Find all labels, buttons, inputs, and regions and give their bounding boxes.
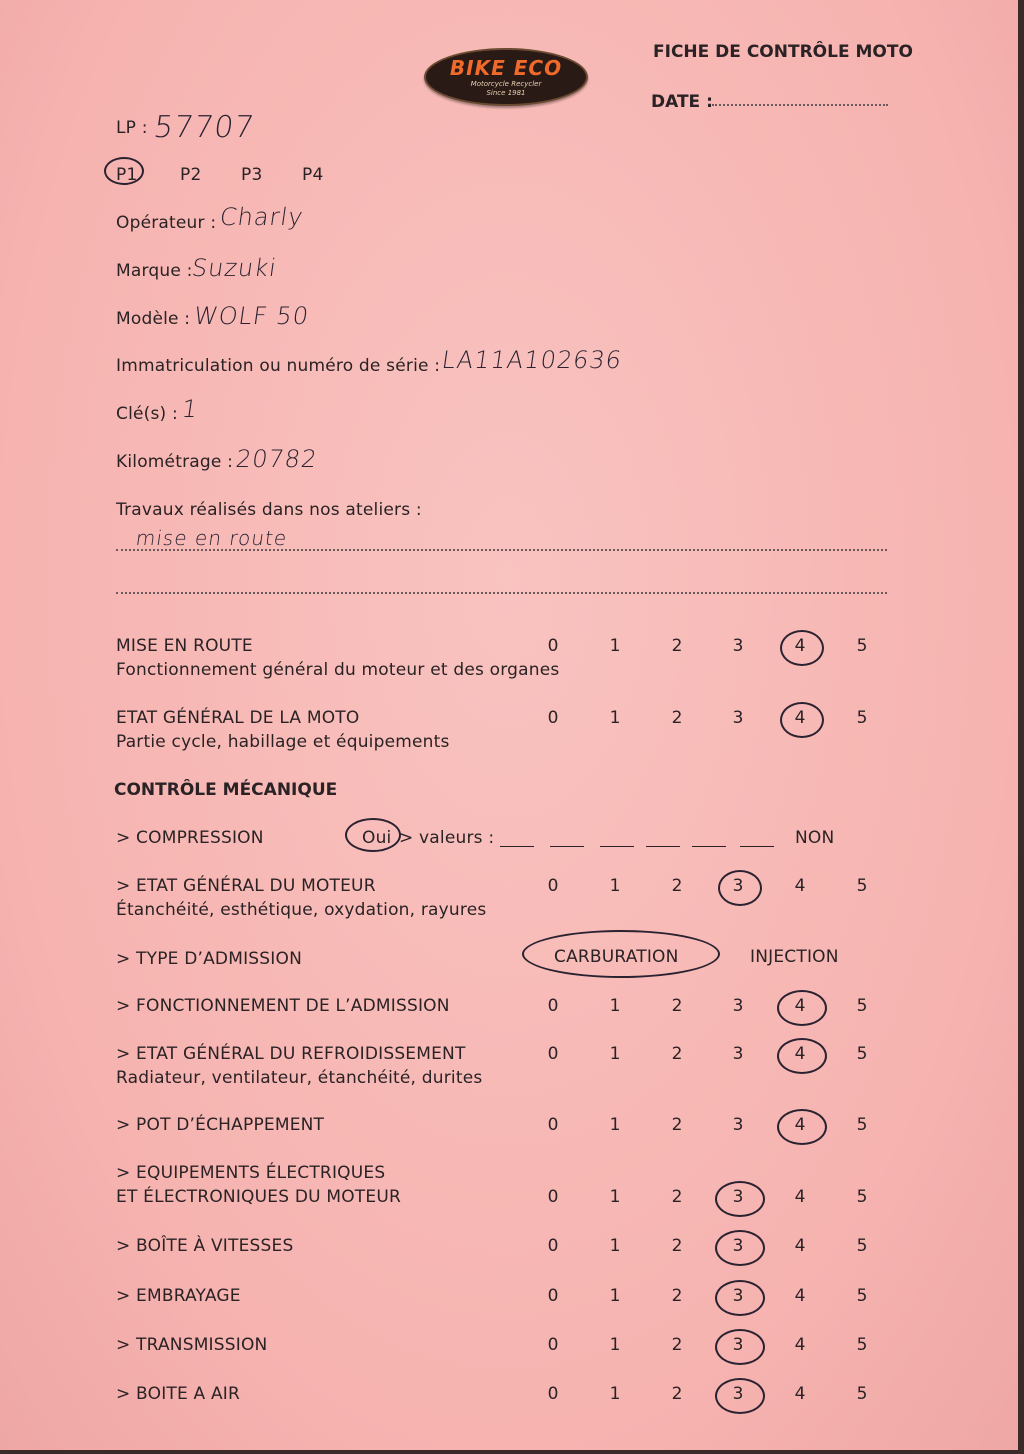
valeur-blank-2[interactable] [550,846,584,847]
immat-label: Immatriculation ou numéro de série : [116,356,441,376]
score-option-5[interactable]: 5 [856,996,868,1016]
cles-value[interactable]: 1 [180,395,201,423]
score-option-1[interactable]: 1 [609,996,621,1016]
bike-eco-logo [424,48,588,106]
score-option-0[interactable]: 0 [547,1335,559,1355]
selected-score-circle [715,1230,765,1266]
score-option-2[interactable]: 2 [671,1335,683,1355]
row-subtitle: Partie cycle, habillage et équipements [116,732,450,752]
row-title: > BOÎTE À VITESSES [116,1236,294,1256]
score-option-4[interactable]: 4 [794,1236,806,1256]
p1-selection-circle [104,157,144,185]
score-option-1[interactable]: 1 [609,1335,621,1355]
selected-score-circle [715,1280,765,1316]
score-option-4[interactable]: 4 [794,1335,806,1355]
selected-score-circle [777,990,827,1026]
score-option-2[interactable]: 2 [671,876,683,896]
score-option-1[interactable]: 1 [609,1115,621,1135]
date-field[interactable] [712,104,888,106]
selected-score-circle [715,1181,765,1217]
row-subtitle: ET ÉLECTRONIQUES DU MOTEUR [116,1187,401,1207]
score-option-0[interactable]: 0 [547,1286,559,1306]
row-title: > ETAT GÉNÉRAL DU MOTEUR [116,876,376,896]
lp-value[interactable]: 57707 [151,110,257,145]
score-option-3[interactable]: 3 [732,1187,744,1207]
score-option-5[interactable]: 5 [856,1384,868,1404]
score-option-3[interactable]: 3 [732,1115,744,1135]
row-title: > EMBRAYAGE [116,1286,241,1306]
row-title: MISE EN ROUTE [116,636,253,656]
score-option-5[interactable]: 5 [856,1044,868,1064]
score-option-3[interactable]: 3 [732,1044,744,1064]
score-option-4[interactable]: 4 [794,1286,806,1306]
score-option-3[interactable]: 3 [732,636,744,656]
score-option-4[interactable]: 4 [794,996,806,1016]
travaux-label: Travaux réalisés dans nos ateliers : [116,500,422,520]
modele-label: Modèle : [116,309,191,329]
p-option-2[interactable]: P2 [180,165,202,185]
km-value[interactable]: 20782 [234,445,320,473]
score-option-2[interactable]: 2 [671,636,683,656]
score-option-5[interactable]: 5 [856,876,868,896]
valeur-blank-3[interactable] [600,846,634,847]
lp-label: LP : [116,118,148,138]
score-option-4[interactable]: 4 [794,1187,806,1207]
form-title: FICHE DE CONTRÔLE MOTO [653,42,913,62]
selected-score-circle [780,702,824,738]
score-option-0[interactable]: 0 [547,636,559,656]
score-option-5[interactable]: 5 [856,1187,868,1207]
score-option-2[interactable]: 2 [671,1187,683,1207]
score-option-3[interactable]: 3 [732,1384,744,1404]
cles-label: Clé(s) : [116,404,178,424]
admission-option-injection[interactable]: INJECTION [750,947,839,967]
score-option-4[interactable]: 4 [794,708,806,728]
selected-score-circle [777,1038,827,1074]
p-option-1[interactable]: P1 [116,165,138,185]
score-option-2[interactable]: 2 [671,996,683,1016]
score-option-3[interactable]: 3 [732,1335,744,1355]
score-option-1[interactable]: 1 [609,876,621,896]
modele-value[interactable]: WOLF 50 [192,302,311,330]
admission-option-carburation[interactable]: CARBURATION [554,947,679,967]
p-option-3[interactable]: P3 [241,165,263,185]
row-subtitle: Fonctionnement général du moteur et des organes [116,660,560,680]
score-option-5[interactable]: 5 [856,1115,868,1135]
score-option-1[interactable]: 1 [609,708,621,728]
row-title: > FONCTIONNEMENT DE L’ADMISSION [116,996,450,1016]
score-option-5[interactable]: 5 [856,636,868,656]
row-title: ETAT GÉNÉRAL DE LA MOTO [116,708,360,728]
score-option-2[interactable]: 2 [671,1286,683,1306]
score-option-2[interactable]: 2 [671,1115,683,1135]
selected-score-circle [715,1378,765,1414]
marque-label: Marque : [116,261,193,281]
compression-valeurs-label: > valeurs : [399,828,495,848]
compression-oui-circle [345,818,401,852]
score-option-3[interactable]: 3 [732,708,744,728]
score-option-2[interactable]: 2 [671,708,683,728]
row-title: > TRANSMISSION [116,1335,268,1355]
p-option-4[interactable]: P4 [302,165,324,185]
operateur-label: Opérateur : [116,213,217,233]
row-title: > EQUIPEMENTS ÉLECTRIQUES [116,1163,386,1183]
row-title: > POT D’ÉCHAPPEMENT [116,1115,325,1135]
valeur-blank-6[interactable] [740,846,774,847]
score-option-1[interactable]: 1 [609,1236,621,1256]
valeur-blank-1[interactable] [500,846,534,847]
selected-score-circle [715,1329,765,1365]
score-option-2[interactable]: 2 [671,1236,683,1256]
logo-sub-text-2: Since 1981 [486,89,526,97]
selected-score-circle [780,630,824,666]
logo-sub-text-1: Motorcycle Recycler [470,80,542,88]
score-option-2[interactable]: 2 [671,1384,683,1404]
score-option-0[interactable]: 0 [547,1187,559,1207]
score-option-2[interactable]: 2 [671,1044,683,1064]
row-subtitle: Radiateur, ventilateur, étanchéité, durites [116,1068,483,1088]
score-option-4[interactable]: 4 [794,636,806,656]
score-option-1[interactable]: 1 [609,1187,621,1207]
date-label: DATE : [651,92,713,112]
score-option-1[interactable]: 1 [609,636,621,656]
score-option-0[interactable]: 0 [547,1115,559,1135]
carburation-selection-circle [522,930,720,978]
score-option-3[interactable]: 3 [732,1286,744,1306]
row-title: > BOITE A AIR [116,1384,241,1404]
compression-label: > COMPRESSION [116,828,264,848]
score-option-1[interactable]: 1 [609,1044,621,1064]
score-option-4[interactable]: 4 [794,1384,806,1404]
section-title-controle-mecanique: CONTRÔLE MÉCANIQUE [114,780,338,800]
valeur-blank-5[interactable] [692,846,726,847]
row-title: > ETAT GÉNÉRAL DU REFROIDISSEMENT [116,1044,466,1064]
score-option-3[interactable]: 3 [732,1236,744,1256]
selected-score-circle [718,870,762,906]
score-option-1[interactable]: 1 [609,1384,621,1404]
score-option-4[interactable]: 4 [794,876,806,896]
admission-type-label: > TYPE D’ADMISSION [116,949,303,969]
row-subtitle: Étanchéité, esthétique, oxydation, rayures [116,900,487,920]
selected-score-circle [777,1109,827,1145]
operateur-value[interactable]: Charly [218,203,306,231]
score-option-1[interactable]: 1 [609,1286,621,1306]
travaux-value[interactable]: mise en route [134,526,289,550]
score-option-5[interactable]: 5 [856,1236,868,1256]
score-option-0[interactable]: 0 [547,1044,559,1064]
travaux-line-2[interactable] [116,592,887,594]
marque-value[interactable]: Suzuki [190,254,279,282]
compression-non[interactable]: NON [795,828,835,848]
score-option-0[interactable]: 0 [547,708,559,728]
compression-oui[interactable]: Oui [362,828,392,848]
score-option-4[interactable]: 4 [794,1115,806,1135]
score-option-0[interactable]: 0 [547,1236,559,1256]
score-option-5[interactable]: 5 [856,708,868,728]
logo-main-text: BIKE ECO [449,56,563,80]
score-option-4[interactable]: 4 [794,1044,806,1064]
score-option-5[interactable]: 5 [856,1335,868,1355]
score-option-0[interactable]: 0 [547,996,559,1016]
immat-value[interactable]: LA11A102636 [440,346,624,374]
score-option-3[interactable]: 3 [732,996,744,1016]
km-label: Kilométrage : [116,452,234,472]
score-option-0[interactable]: 0 [547,876,559,896]
score-option-3[interactable]: 3 [732,876,744,896]
score-option-0[interactable]: 0 [547,1384,559,1404]
score-option-5[interactable]: 5 [856,1286,868,1306]
valeur-blank-4[interactable] [646,846,680,847]
